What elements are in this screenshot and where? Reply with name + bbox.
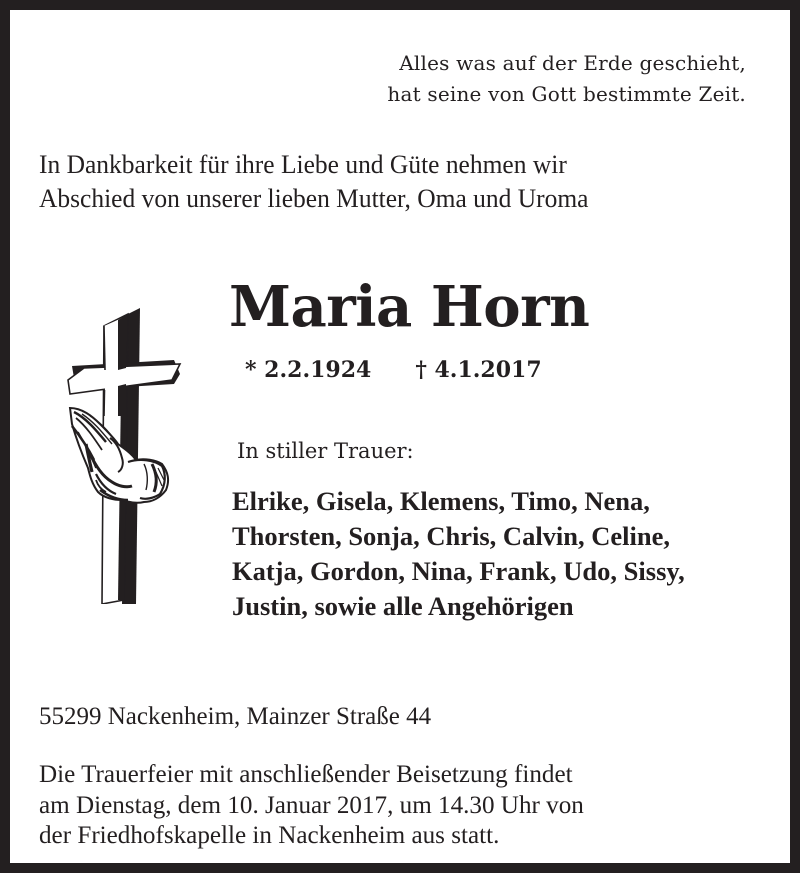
- birth-date: * 2.2.1924: [245, 357, 372, 383]
- mourning-label: In stiller Trauer:: [237, 439, 414, 463]
- cross-with-praying-hands-icon: [56, 304, 186, 604]
- mourners-line: Katja, Gordon, Nina, Frank, Udo, Sissy,: [232, 556, 685, 586]
- ceremony-line: der Friedhofskapelle in Nackenheim aus statt.: [39, 820, 500, 849]
- family-address: 55299 Nackenheim, Mainzer Straße 44: [39, 701, 432, 730]
- mourners-line: Elrike, Gisela, Klemens, Timo, Nena,: [232, 486, 650, 516]
- intro-line: In Dankbarkeit für ihre Liebe und Güte nehmen wir: [39, 150, 567, 179]
- ceremony-line: Die Trauerfeier mit anschließender Beisetzung findet: [39, 759, 573, 788]
- mourners-list: [232, 484, 685, 624]
- motto-line: Alles was auf der Erde geschieht,: [399, 51, 746, 75]
- life-dates: [245, 355, 542, 385]
- ceremony-notice: [39, 759, 584, 851]
- deceased-name: Maria Horn: [229, 274, 590, 340]
- motto-line: hat seine von Gott bestimmte Zeit.: [387, 82, 746, 106]
- intro-text: [39, 148, 745, 216]
- motto-quote: [387, 48, 746, 110]
- intro-line: Abschied von unserer lieben Mutter, Oma und Uroma: [39, 184, 589, 213]
- mourners-line: Thorsten, Sonja, Chris, Calvin, Celine,: [232, 521, 671, 551]
- ceremony-line: am Dienstag, dem 10. Januar 2017, um 14.30 Uhr von: [39, 789, 584, 819]
- mourners-line: Justin, sowie alle Angehörigen: [232, 591, 574, 621]
- death-date: † 4.1.2017: [415, 357, 542, 383]
